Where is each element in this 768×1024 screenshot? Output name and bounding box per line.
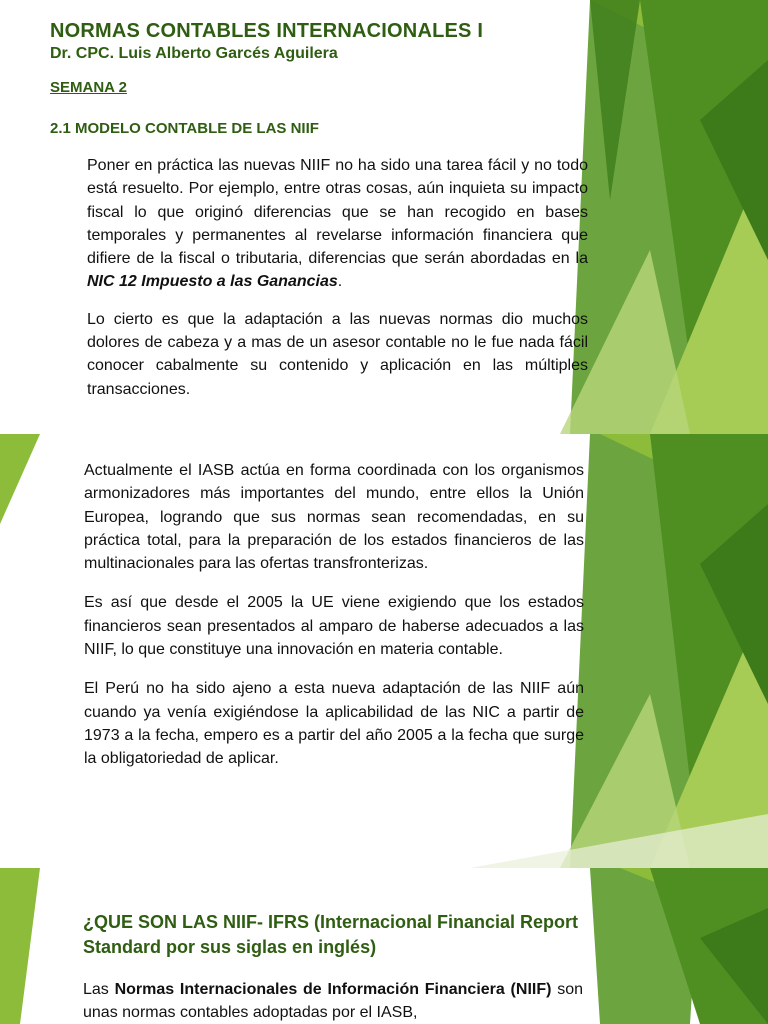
paragraph-ifrs-model: [87, 154, 588, 294]
slide-3: [0, 868, 768, 1024]
document-title: NORMAS CONTABLES INTERNACIONALES I: [50, 20, 484, 42]
slide-1: [0, 0, 768, 434]
slide-2: [0, 434, 768, 868]
paragraph-iasb: Actualmente el IASB actúa en forma coordinada con los organismos armonizadores más importantes del mundo, entre ellos la Unión Europea, logrando que sus normas sean recomendadas, en su práctica total, para la preparación de los estados financieros de las multinacionales para las ofertas transfronterizas.: [84, 462, 584, 573]
paragraph-end: .: [337, 273, 343, 291]
niif-bold-term: Normas Internacionales de Información Financiera (NIIF): [114, 981, 552, 998]
paragraph-rest: son unas normas contables adoptadas por el IASB,: [83, 981, 583, 1022]
paragraph-niif-definition: [83, 978, 583, 1024]
paragraph-start: Las: [83, 981, 115, 998]
paragraph-adaptation: Lo cierto es que la adaptación a las nuevas normas dio muchos dolores de cabeza y a mas de un asesor contable no le fue nada fácil conocer cabalmente su contenido y aplicación en las múltiples transacciones.: [87, 310, 588, 398]
nic12-reference: NIC 12 Impuesto a las Ganancias: [87, 273, 338, 291]
paragraph-ue: Es así que desde el 2005 la UE viene exigiendo que los estados financieros sean presentados al amparo de haberse adecuados a las NIIF, lo que constituye una innovación en materia contable.: [84, 594, 584, 659]
paragraph-peru: El Perú no ha sido ajeno a esta nueva adaptación de las NIIF aún cuando ya venía exigiéndose la aplicabilidad de las NIC a partir de 1973 a la fecha, empero es a partir del año 2005 a la fecha que surge la obligatoriedad de aplicar.: [84, 680, 584, 768]
paragraph-text: Poner en práctica las nuevas NIIF no ha sido una tarea fácil y no todo está resuelto. Por ejemplo, entre otras cosas, aún inquieta su impacto fiscal lo que originó diferencias que se han recogido en bases temporales y permanentes al revelarse información financiera que difiere de la fiscal o tributaria, diferencias que serán abordadas en la: [87, 157, 588, 268]
author-name: Dr. CPC. Luis Alberto Garcés Aguilera: [50, 45, 338, 62]
week-label: SEMANA 2: [50, 79, 127, 96]
section-heading: 2.1 MODELO CONTABLE DE LAS NIIF: [50, 120, 319, 137]
niif-definition-heading: ¿QUE SON LAS NIIF- IFRS (Internacional Financial Report Standard por sus siglas en inglés): [83, 912, 579, 957]
